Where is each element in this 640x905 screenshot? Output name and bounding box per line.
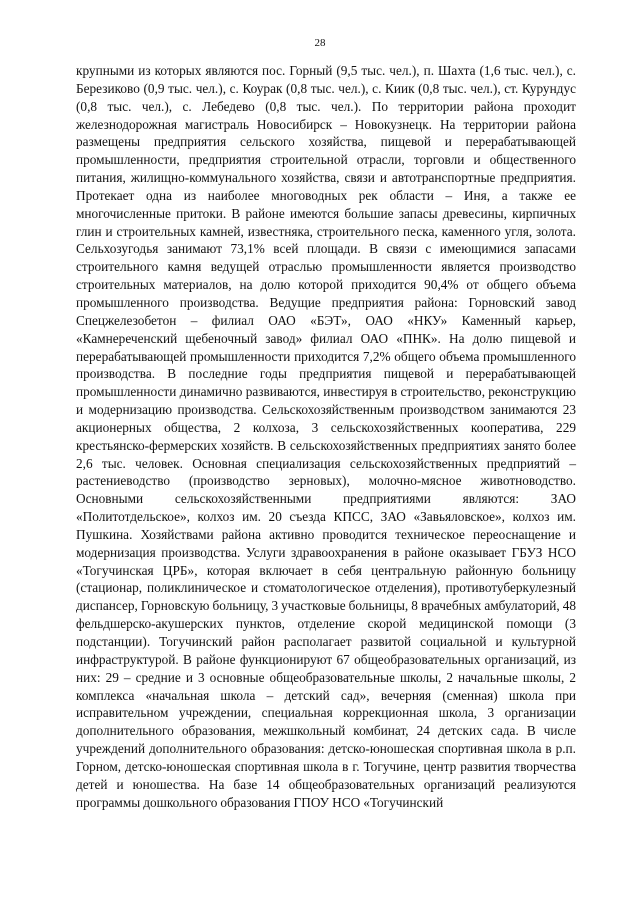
- body-text: [76, 62, 576, 811]
- paragraph: крупными из которых являются пос. Горный (9,5 тыс. чел.), п. Шахта (1,6 тыс. чел.), с. Березиково (0,9 тыс. чел.), с. Коурак (0,8 тыс. чел.), с. Киик (0,8 тыс. чел.), ст. Курундус (0,8 тыс. чел.), с. Лебедево (0,8 тыс. чел.). По территории района проходит железнодорожная магистраль Новосибирск – Новокузнецк. На территории района размещены предприятия сельского хозяйства, пищевой и перерабатывающей промышленности, предприятия строительной отрасли, торговли и общественного питания, жилищно-коммунального хозяйства, связи и автотранспортные предприятия. Протекает одна из наиболее многоводных рек области – Иня, а также ее многочисленные притоки. В районе имеются большие запасы древесины, кирпичных глин и строительных камней, известняка, строительного песка, каменного угля, золота. Сельхозугодья занимают 73,1% всей площади. В связи с имеющимися запасами строительного камня ведущей отраслью промышленности является производство строительных материалов, на долю которой приходится 90,4% от общего объема промышленного производства. Ведущие предприятия района: Горновский завод Спецжелезобетон – филиал ОАО «БЭТ», ОАО «НКУ» Каменный карьер, «Камнереченский щебеночный завод» филиал ОАО «ПНК». На долю пищевой и перерабатывающей промышленности приходится 7,2% общего объема промышленного производства. В последние годы предприятия пищевой и перерабатывающей промышленности динамично развиваются, инвестируя в строительство, реконструкцию и модернизацию производства. Сельскохозяйственным производством занимаются 23 акционерных общества, 2 колхоза, 3 сельскохозяйственных кооператива, 229 крестьянско-фермерских хозяйств. В сельскохозяйственных предприятиях занято более 2,6 тыс. человек. Основная специализация сельскохозяйственных предприятий – растениеводство (производство зерновых), молочно-мясное животноводство. Основными сельскохозяйственными предприятиями являются: ЗАО «Политотдельское», колхоз им. 20 съезда КПСС, ЗАО «Завьяловское», колхоз им. Пушкина. Хозяйствами района активно проводится техническое переоснащение и модернизация производства. Услуги здравоохранения в районе оказывает ГБУЗ НСО «Тогучинская ЦРБ», которая включает в себя центральную районную больницу (стационар, поликлиническое и стоматологическое отделения), противотуберкулезный диспансер, Горновскую больницу, 3 участковые больницы, 8 врачебных амбулаторий, 48 фельдшерско-акушерских пунктов, отделение скорой медицинской помощи (3 подстанции). Тогучинский район располагает развитой социальной и культурной инфраструктурой. В районе функционируют 67 общеобразовательных организаций, из них: 29 – средние и 3 основные общеобразовательные школы, 2 начальные школы, 2 комплекса «начальная школа – детский сад», вечерняя (сменная) школа при исправительном учреждении, специальная коррекционная школа, 3 организации дополнительного образования, межшкольный комбинат, 24 детских сада. В числе учреждений дополнительного образования: детско-юношеская спортивная школа в р.п. Горном, детско-юношеская спортивная школа в г. Тогучине, центр развития творчества детей и юношества. На базе 14 общеобразовательных организаций реализуются программы дошкольного образования ГПОУ НСО «Тогучинский: [76, 63, 576, 810]
- page-number: 28: [314, 37, 326, 49]
